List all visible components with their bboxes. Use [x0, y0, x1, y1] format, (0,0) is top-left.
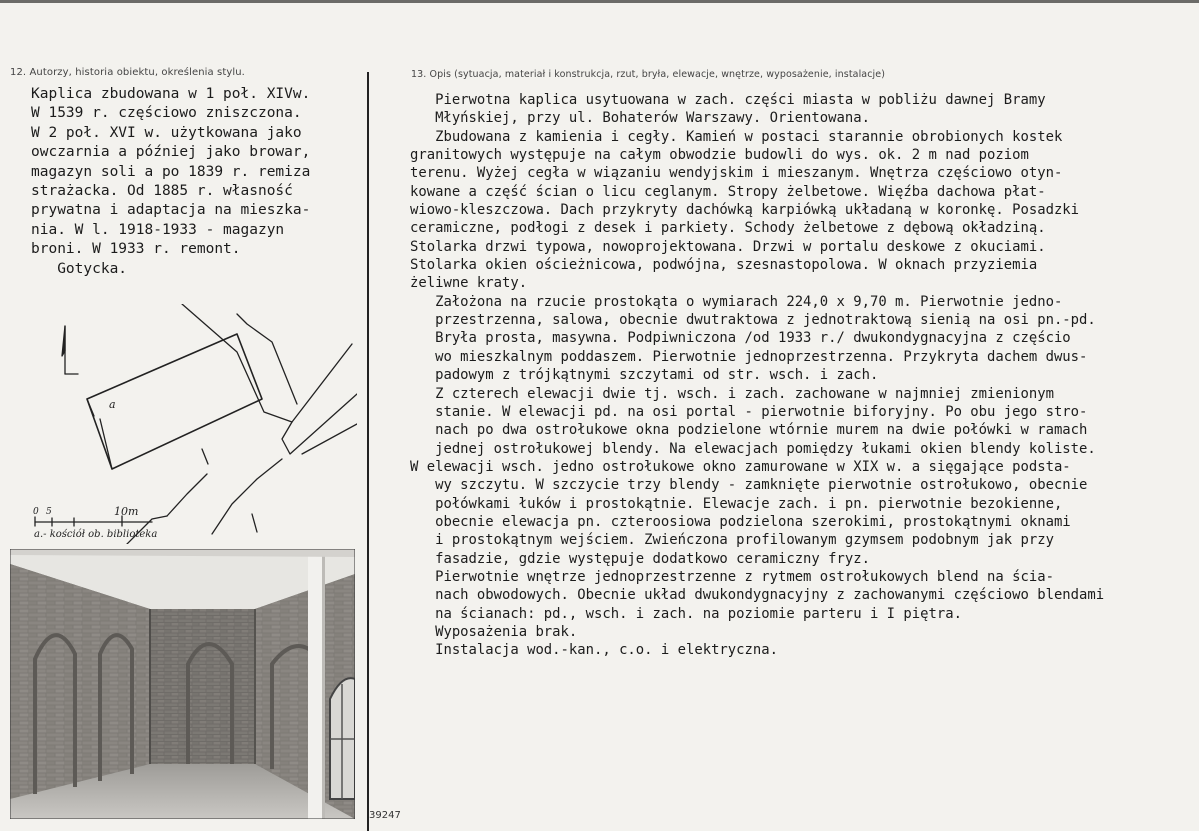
section-12-header: 12. Autorzy, historia obiektu, określenia stylu.	[10, 67, 245, 78]
description-text: Pierwotna kaplica usytuowana w zach. części miasta w pobliżu dawnej Bramy Młyńskiej, przy ul. Bohaterów Warszawy. Orientowana. Zbudowana z kamienia i cegły. Kamień w postaci starannie obrobionych kostek granitowych występuje na całym obwodzie budowli do wys. ok. 2 m nad poziom terenu. Wyżej cegła w wiązaniu wendyjskim i mieszanym. Wnętrza częściowo otyn- kowane a część ścian o licu ceglanym. Stropy żelbetowe. Więźba dachowa płat- wiowo-kleszczowa. Dach przykryty dachówką karpiówką układaną w koronkę. Posadzki ceramiczne, podłogi z desek i parkiety. Schody żelbetowe z dębową okładziną. Stolarka drzwi typowa, nowoprojektowana. Drzwi w portalu deskowe z okuciami. Stolarka okien ościeżnicowa, podwójna, szesnastopolowa. W oknach przyziemia żeliwne kraty. Założona na rzucie prostokąta o wymiarach 224,0 x 9,70 m. Pierwotnie jedno- przestrzenna, salowa, obecnie dwutraktowa z jednotraktową sienią na osi pn.-pd. Bryła prosta, masywna. Podpiwniczona /od 1933 r./ dwukondygnacyjna z częścio wo mieszkalnym poddaszem. Pierwotnie jednoprzestrzenna. Przykryta dachem dwus- padowym z trójkątnymi szczytami od str. wsch. i zach. Z czterech elewacji dwie tj. wsch. i zach. zachowane w najmniej zmienionym stanie. W elewacji pd. na osi portal - pierwotnie biforyjny. Po obu jego stro- nach po dwa ostrołukowe okna podzielone wtórnie murem na dwie połówki w ramach jednej ostrołukowej blendy. Na elewacjach pomiędzy łukami okien blendy koliste. W elewacji wsch. jedno ostrołukowe okno zamurowane w XIX w. a sięgające podsta- wy szczytu. W szczycie trzy blendy - zamknięte pierwotnie ostrołukowo, obecnie połówkami łuków i prostokątnie. Elewacje zach. i pn. pierwotnie bezokienne, obecnie elewacja pn. czteroosiowa podzielona szerokimi, prostokątnymi oknami i prostokątnym wejściem. Zwieńczona profilowanym gzymsem podobnym jak przy fasadzie, gdzie występuje dodatkowo ceramiczny fryz. Pierwotnie wnętrze jednoprzestrzenne z rytmem ostrołukowych blend na ścia- nach obwodowych. Obecnie układ dwukondygnacyjny z zachowanymi częściowo blendami na ścianach: pd., wsch. i zach. na poziomie parteru i I piętra. Wyposażenia brak. Instalacja wod.-kan., c.o. i elektryczna.	[410, 92, 1105, 659]
history-text: Kaplica zbudowana w 1 poł. XIVw. W 1539 r. częściowo zniszczona. W 2 poł. XVI w. użytkowana jako owczarnia a później jako browar, magazyn soli a po 1839 r. remiza strażacka. Od 1885 r. własność prywatna i adaptacja na mieszka- nia. W l. 1918-1933 - magazyn broni. W 1933 r. remont. Gotycka.	[31, 86, 311, 277]
north-arrow-icon	[62, 326, 65, 356]
plan-legend: a.- kościół ob. biblioteka	[34, 529, 158, 540]
top-edge	[0, 0, 1199, 3]
interior-photo	[10, 549, 355, 819]
scale-label-10: 10m	[114, 505, 139, 518]
plan-label-a: a	[109, 398, 116, 411]
catalog-number: 39247	[369, 810, 401, 821]
section-13-header: 13. Opis (sytuacja, materiał i konstrukcja, rzut, bryła, elewacje, wnętrze, wyposażenie, instalacje)	[411, 69, 886, 80]
scale-label-0: 0	[33, 507, 39, 517]
site-plan	[32, 304, 357, 544]
scale-label-5: 5	[46, 507, 52, 517]
street-line-1	[182, 304, 352, 422]
